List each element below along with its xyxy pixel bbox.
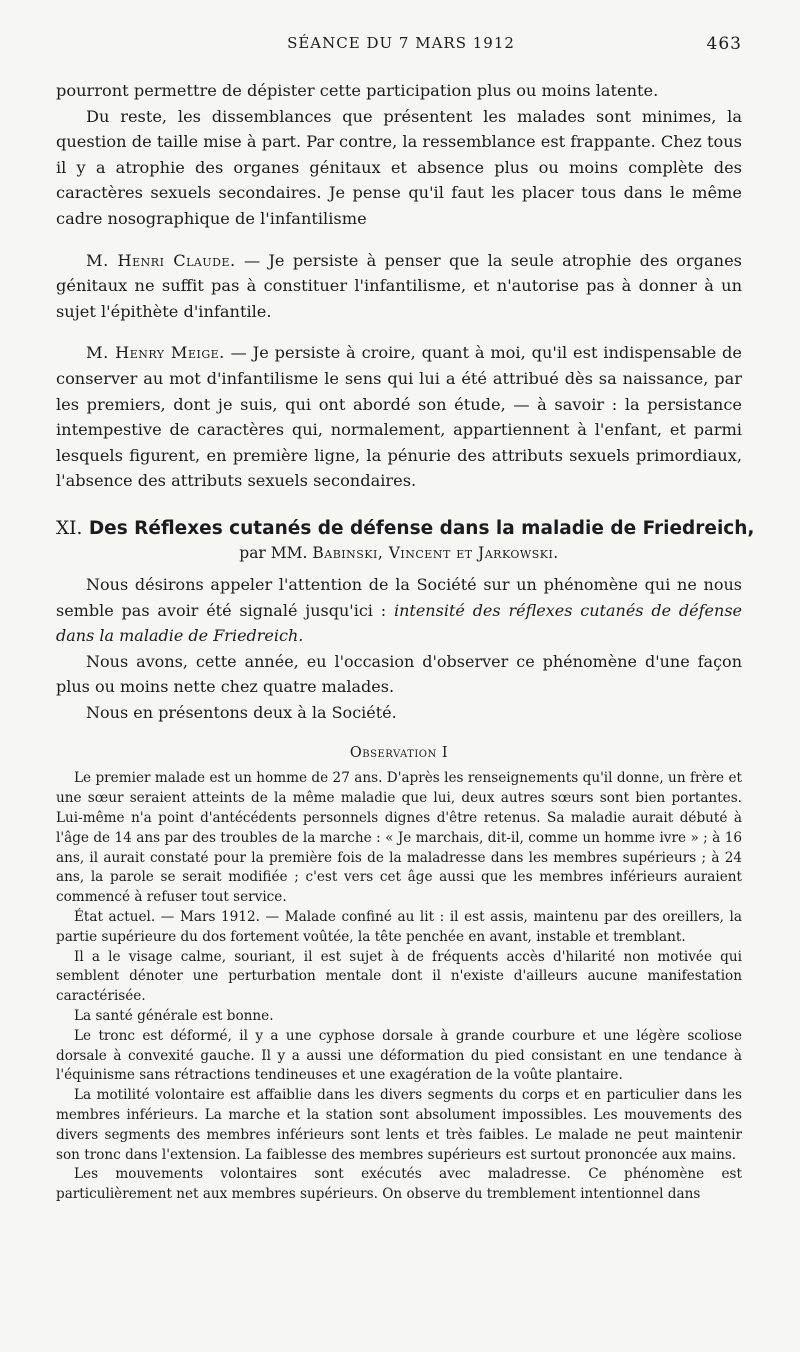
- text: Nous désirons appeler l'attention de la Société sur un phénomène qui ne nous semble pas avoir été signalé jusqu'ici :: [56, 574, 742, 620]
- paragraph: Nous en présentons deux à la Société.: [86, 702, 397, 722]
- paragraph: La santé générale est bonne.: [74, 1008, 274, 1025]
- section-authors: [56, 542, 742, 564]
- speaker-text: — Je persiste à penser que la seule atrophie des organes génitaux ne suffit pas à constituer l'infantilisme, et n'autorise pas à donner à un sujet l'épithète d'infantile.: [56, 250, 742, 321]
- paragraph: Il a le visage calme, souriant, il est sujet à de fréquents accès d'hilarité non motivée qui semblent dénoter une perturbation mentale dont il n'existe d'ailleurs aucune manifestation caractérisée.: [56, 948, 742, 1005]
- authors-prefix: par MM.: [239, 543, 313, 562]
- emphasis-text: intensité des réflexes cutanés de défense dans la maladie de Friedreich.: [56, 600, 742, 646]
- paragraph-meige: [56, 340, 742, 494]
- paragraph: Le tronc est déformé, il y a une cyphose dorsale à grande courbure et une légère scoliose dorsale à convexité gauche. Il y a aussi une déformation du pied consistant en une tendance à l'équinisme sans rétractions tendineuses et une exagération de la voûte plantaire.: [56, 1027, 742, 1084]
- paragraph: Nous avons, cette année, eu l'occasion d'observer ce phénomène d'une façon plus ou moins nette chez quatre malades.: [56, 651, 742, 697]
- section-number: XI.: [56, 517, 83, 539]
- observation-title: Observation I: [349, 745, 449, 762]
- paragraph: Du reste, les dissemblances que présentent les malades sont minimes, la question de taille mise à part. Par contre, la ressemblance est frappante. Chez tous il y a atrophie des organes génitaux et absence plus ou moins complète des caractères sexuels secondaires. Je pense qu'il faut les placer tous dans le même cadre nosographique de l'infantilisme: [56, 106, 742, 228]
- paragraph: pourront permettre de dépister cette participation plus ou moins latente.: [56, 81, 659, 100]
- page-header: [60, 34, 742, 56]
- speaker-name: M. Henry Meige.: [86, 343, 225, 363]
- speaker-name: M. Henri Claude.: [86, 250, 236, 270]
- page-body: [56, 78, 755, 1205]
- speaker-text: — Je persiste à croire, quant à moi, qu'il est indispensable de conserver au mot d'infantilisme le sens qui lui a été attribué dès sa naissance, par les premiers, dont je suis, qui ont abordé son étude, — à savoir : la persistance intempestive de caractères qui, normalement, appartiennent à l'enfant, et parmi lesquels figurent, en première ligne, la pénurie des attributs sexuels primordiaux, l'absence des attributs sexuels secondaires.: [56, 343, 742, 491]
- paragraph: La motilité volontaire est affaiblie dans les divers segments du corps et en particulier dans les membres inférieurs. La marche et la station sont absolument impossibles. Les mouvements des divers segments des membres inférieurs sont lents et très faibles. Le malade ne peut maintenir son tronc dans l'extension. La faiblesse des membres supérieurs est surtout prononcée aux mains.: [56, 1087, 742, 1163]
- paragraph-claude: [56, 248, 742, 325]
- paragraph: État actuel. — Mars 1912. — Malade confiné au lit : il est assis, maintenu par des oreillers, la partie supérieure du dos fortement voûtée, la tête penchée en avant, instable et tremblant.: [56, 909, 742, 945]
- page-number: 463: [706, 34, 742, 54]
- paragraph: [56, 572, 742, 649]
- section-title: [56, 516, 755, 542]
- running-title: SÉANCE DU 7 MARS 1912: [287, 34, 515, 52]
- authors-names: Babinski, Vincent et Jarkowski.: [312, 543, 559, 562]
- observation-text: [56, 769, 742, 1205]
- paragraph: Le premier malade est un homme de 27 ans. D'après les renseignements qu'il donne, un frère et une sœur seraient atteints de la même maladie que lui, deux autres sœurs sont bien portantes. Lui-même n'a point d'antécédents personnels dignes d'être retenus. Sa maladie aurait débuté à l'âge de 14 ans par des troubles de la marche : « Je marchais, dit-il, comme un homme ivre » ; à 16 ans, il aurait constaté pour la première fois de la maladresse dans les membres supérieurs ; à 24 ans, la parole se serait modifiée ; c'est vers cet âge aussi que les membres inférieurs auraient commencé à refuser tout service.: [56, 770, 742, 906]
- paragraph: Les mouvements volontaires sont exécutés avec maladresse. Ce phénomène est particulièrement net aux membres supérieurs. On observe du tremblement intentionnel dans: [56, 1166, 742, 1203]
- section-title-text: Des Réflexes cutanés de défense dans la maladie de Friedreich,: [88, 517, 755, 539]
- discussion-block: [56, 78, 742, 494]
- section-intro: [56, 572, 742, 726]
